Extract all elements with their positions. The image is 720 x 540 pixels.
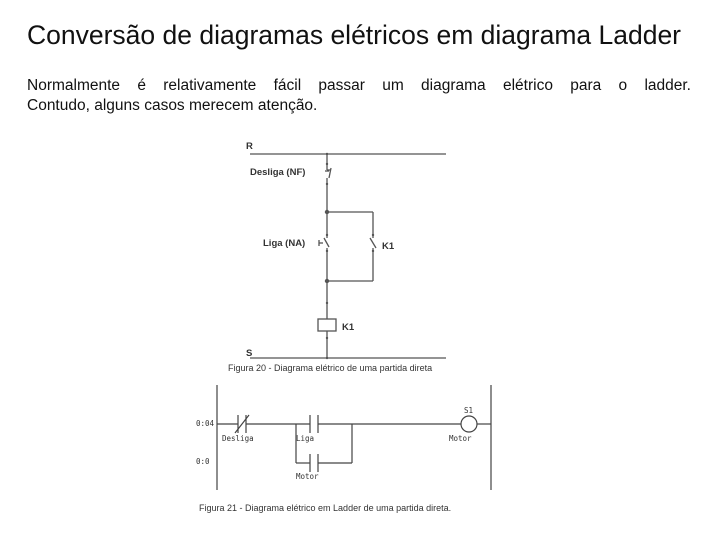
start-contact-label: Liga (NA): [263, 238, 306, 249]
figure-20-caption: Figura 20 - Diagrama elétrico de uma partida direta: [228, 363, 433, 373]
body-line-2: Contudo, alguns casos merecem atenção.: [27, 97, 318, 114]
rung1-address: 0:04: [196, 419, 215, 428]
ladder-coil-tag: S1: [464, 406, 474, 415]
coil-label: K1: [342, 322, 355, 333]
ladder-coil-label: Motor: [449, 434, 472, 443]
supply-label-s: S: [246, 348, 253, 359]
ladder-seal-contact-label: Motor: [296, 472, 319, 481]
body-line-1: Normalmente é relativamente fácil passar um diagrama elétrico para o ladder.: [27, 77, 691, 94]
ladder-start-contact-no-symbol: [310, 415, 318, 433]
figure-21-caption: Figura 21 - Diagrama elétrico em Ladder de uma partida direta.: [199, 503, 452, 513]
stop-contact-label: Desliga (NF): [250, 167, 306, 178]
ladder-start-contact-label: Liga: [296, 434, 315, 443]
stop-contact-nf-symbol: [325, 164, 331, 184]
ladder-coil-symbol: [461, 416, 477, 432]
seal-contact-k1-symbol: [370, 235, 376, 251]
slide-title: Conversão de diagramas elétricos em diagrama Ladder: [27, 20, 682, 50]
ladder-seal-contact-no-symbol: [310, 454, 318, 472]
start-contact-na-symbol: [319, 235, 329, 251]
supply-label-r: R: [246, 141, 253, 152]
ladder-stop-contact-label: Desliga: [222, 434, 254, 443]
rung2-address: 0:0: [196, 457, 210, 466]
seal-contact-label: K1: [382, 241, 395, 252]
coil-k1-symbol: [318, 319, 336, 331]
